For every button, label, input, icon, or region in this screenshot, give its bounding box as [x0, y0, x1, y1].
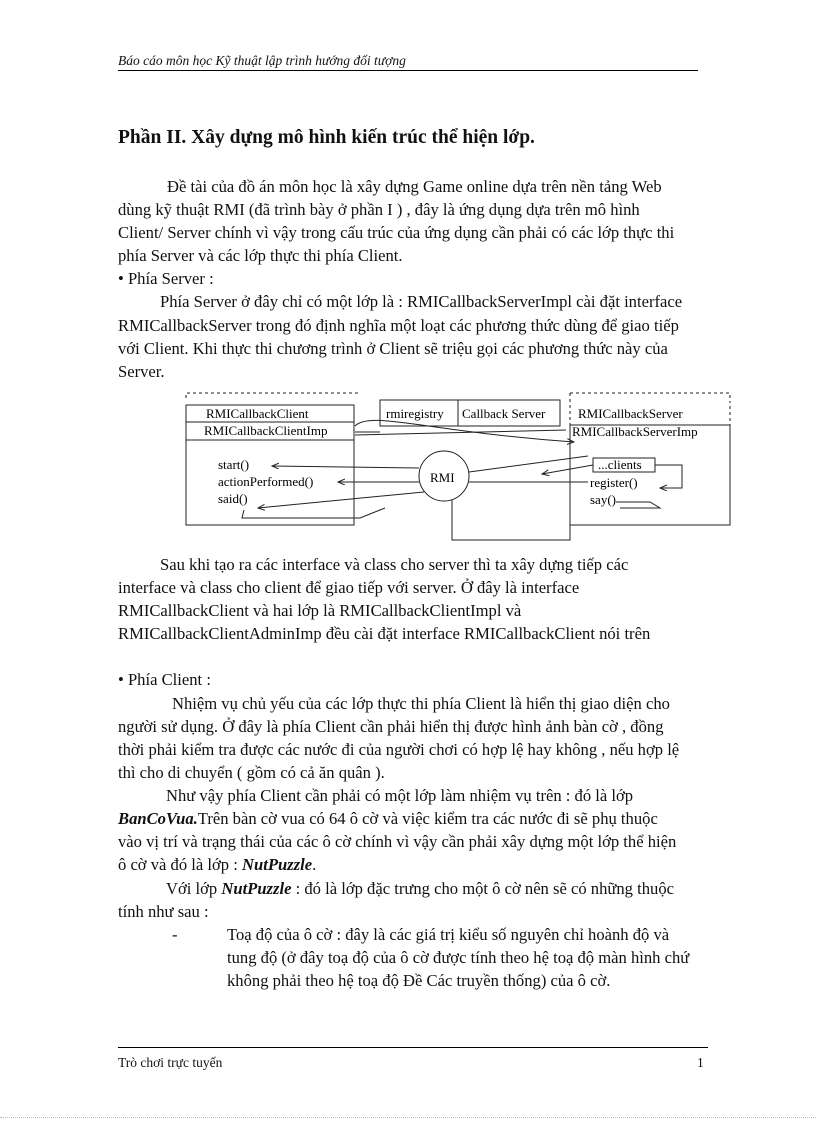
client-box-dashed-top	[186, 393, 360, 398]
bancovua-class-name: BanCoVua.	[118, 809, 198, 828]
bancovua-line-4-pre: ô cờ và đó là lớp :	[118, 855, 242, 874]
nutpuzzle-pre: Với lớp	[166, 879, 222, 898]
server-line-4: Server.	[118, 362, 165, 381]
client-line-1: Nhiệm vụ chủ yếu của các lớp thực thi phía Client là hiển thị giao diện cho	[172, 694, 670, 713]
nutpuzzle-name: NutPuzzle	[221, 879, 292, 898]
callback-server-label: Callback Server	[462, 406, 546, 421]
bancovua-line-2-rest: Trên bàn cờ vua có 64 ô cờ và việc kiểm tra các nước đi sẽ phụ thuộc	[197, 809, 658, 828]
server-method-say: say()	[590, 492, 616, 507]
dash-marker: -	[172, 925, 178, 944]
client-line-2: người sử dụng. Ở đây là phía Client cần phải hiển thị được hình ảnh bàn cờ , đồng	[118, 717, 664, 736]
intro-line-1: Đề tài của đồ án môn học là xây dựng Game online dựa trên nền tảng Web	[167, 177, 662, 196]
client-line-4: thì cho di chuyển ( gồm có cả ăn quân ).	[118, 763, 385, 782]
server-line-2: RMICallbackServer trong đó định nghĩa một loạt các phương thức dùng để giao tiếp	[118, 316, 679, 335]
page-number: 1	[697, 1055, 704, 1070]
bancovua-line-4	[118, 853, 316, 877]
footer-text: Trò chơi trực tuyến	[118, 1055, 223, 1070]
rmi-diagram	[180, 390, 740, 550]
client-line-3: thời phải kiểm tra được các nước đi của người chơi có hợp lệ hay không , nếu hợp lệ	[118, 740, 680, 759]
bancovua-line-1: Như vậy phía Client cần phải có một lớp làm nhiệm vụ trên : đó là lớp	[166, 786, 634, 805]
dash-line-2: tung độ (ở đây toạ độ của ô cờ được tính theo hệ toạ độ màn hình chứ	[227, 948, 690, 967]
client-bullet: • Phía Client :	[118, 670, 211, 689]
nutpuzzle-post: : đó là lớp đặc trưng cho một ô cờ nên sẽ có những thuộc	[291, 879, 674, 898]
page-header: Báo cáo môn học Kỹ thuật lập trình hướng đối tượng	[118, 53, 406, 68]
nutpuzzle-class-name: NutPuzzle	[242, 855, 313, 874]
intro-line-3: Client/ Server chính vì vậy trong cấu trúc của ứng dụng cần phải có các lớp thực thi	[118, 223, 675, 242]
dash-line-3: không phải theo hệ toạ độ Đề Các truyền thống) của ô cờ.	[227, 971, 611, 990]
server-line-1: Phía Server ở đây chỉ có một lớp là : RMICallbackServerImpl cài đặt interface	[160, 292, 683, 311]
client-method-start: start()	[218, 457, 250, 472]
intro-line-2: dùng kỹ thuật RMI (đã trình bày ở phần I ) , đây là ứng dụng dựa trên mô hình	[118, 200, 640, 219]
page-edge-dotted	[0, 1117, 816, 1118]
client-method-action: actionPerformed()	[218, 474, 314, 489]
client-method-said: said()	[218, 491, 248, 506]
clients-field: ...clients	[598, 457, 642, 472]
after-diagram-line-3: RMICallbackClient và hai lớp là RMICallbackClientImpl và	[118, 601, 522, 620]
header-rule	[118, 70, 698, 71]
bancovua-line-3: vào vị trí và trạng thái của các ô cờ chính vì vậy cần phải xây dựng một lớp thể hiện	[118, 832, 677, 851]
nutpuzzle-line-2: tính như sau :	[118, 902, 209, 921]
server-line-3: với Client. Khi thực thi chương trình ở Client sẽ triệu gọi các phương thức này của	[118, 339, 668, 358]
after-diagram-line-1: Sau khi tạo ra các interface và class cho server thì ta xây dựng tiếp các	[160, 555, 629, 574]
footer-rule	[118, 1047, 708, 1048]
server-title: RMICallbackServer	[578, 406, 683, 421]
intro-line-4: phía Server và các lớp thực thi phía Client.	[118, 246, 403, 265]
server-bullet: • Phía Server :	[118, 269, 214, 288]
dash-line-1: Toạ độ của ô cờ : đây là các giá trị kiểu số nguyên chỉ hoành độ và	[227, 925, 670, 944]
nutpuzzle-line-1	[166, 877, 674, 901]
client-impl: RMICallbackClientImp	[204, 423, 328, 438]
registry-label: rmiregistry	[386, 406, 444, 421]
after-diagram-line-2: interface và class cho client để giao tiếp với server. Ở đây là interface	[118, 578, 580, 597]
client-title: RMICallbackClient	[206, 406, 309, 421]
bancovua-line-2	[118, 807, 658, 831]
server-impl: RMICallbackServerImp	[572, 424, 698, 439]
server-method-register: register()	[590, 475, 638, 490]
after-diagram-line-4: RMICallbackClientAdminImp đều cài đặt interface RMICallbackClient nói trên	[118, 624, 651, 643]
section-title: Phần II. Xây dựng mô hình kiến trúc thể hiện lớp.	[118, 127, 535, 148]
bancovua-line-4-post: .	[312, 855, 317, 874]
rmi-label: RMI	[430, 470, 455, 485]
